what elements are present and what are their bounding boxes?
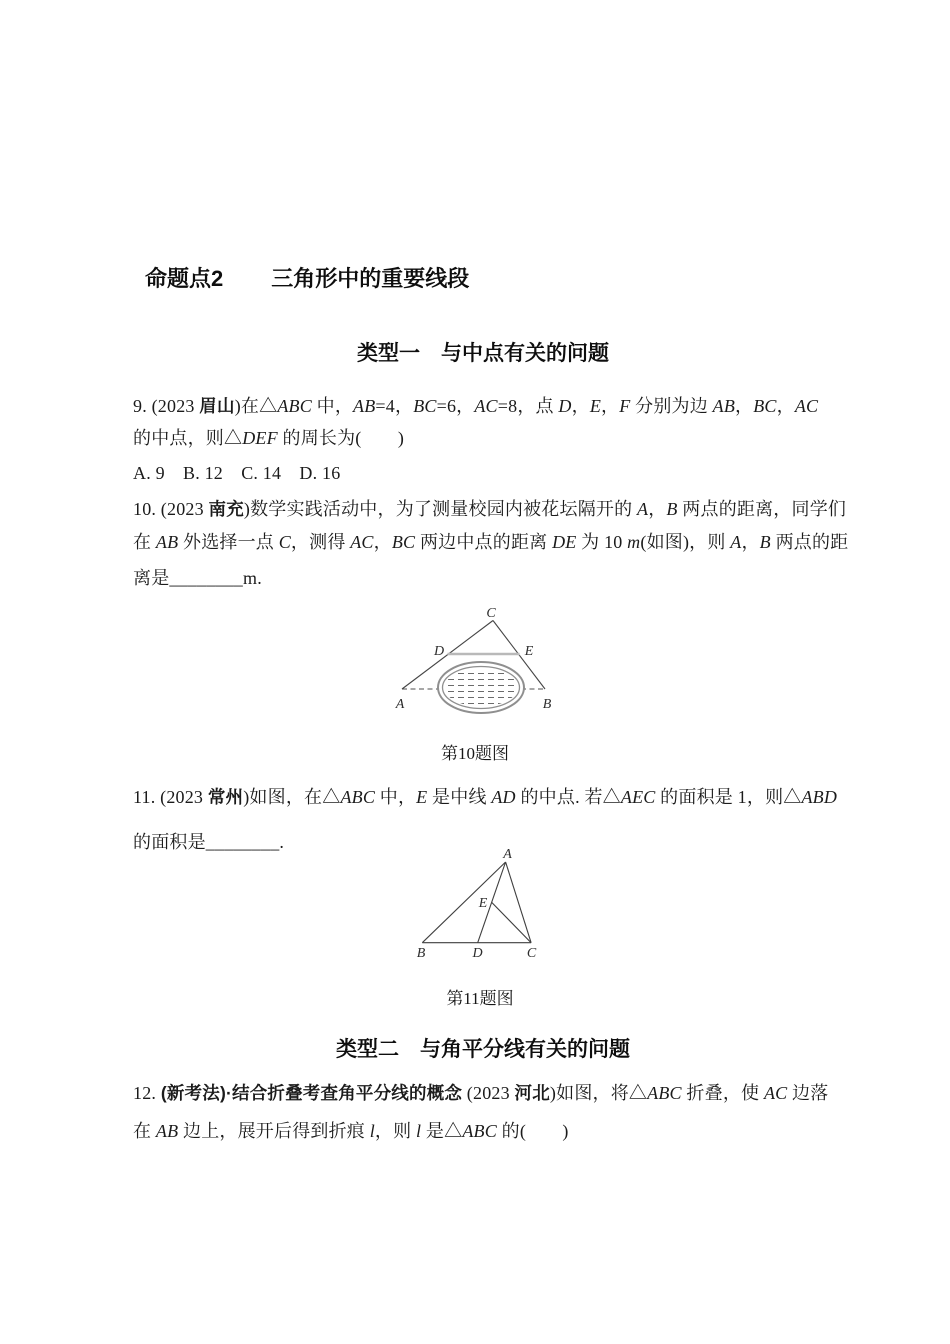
section-heading-title: 三角形中的重要线段 <box>271 266 470 291</box>
section-heading-label: 命题点2 <box>145 266 224 291</box>
question-12-line-2: 在 AB 边上，展开后得到折痕 l，则 l 是△ABC 的( ) <box>133 1121 569 1141</box>
vertex-label-a: A <box>503 847 512 862</box>
side-ac <box>506 862 531 943</box>
vertex-label-a: A <box>395 697 405 712</box>
vertex-label-d: D <box>433 644 445 659</box>
vertex-label-e: E <box>524 644 534 659</box>
side-ab <box>422 862 505 943</box>
section-heading <box>145 266 469 292</box>
type1-heading: 类型一 与中点有关的问题 <box>357 342 609 365</box>
vertex-label-c: C <box>486 606 496 621</box>
figure-q10-triangle-diagram <box>390 598 560 718</box>
flower-bed-ellipse-outer <box>438 662 524 713</box>
type2-heading: 类型二 与角平分线有关的问题 <box>336 1038 630 1061</box>
vertex-label-c: C <box>526 946 537 961</box>
question-11-line-1: 11. (2023 常州)如图，在△ABC 中，E 是中线 AD 的中点. 若△AEC 的面积是 1，则△ABD <box>133 787 838 807</box>
figure-caption-q10: 第10题图 <box>441 744 509 763</box>
figure-q11-triangle-diagram <box>405 845 555 965</box>
vertex-label-d: D <box>472 946 483 961</box>
question-10-line-1: 10. (2023 南充)数学实践活动中，为了测量校园内被花坛隔开的 A，B 两点的距离，同学们 <box>133 499 847 519</box>
question-9-line-1: 9. (2023 眉山)在△ABC 中，AB=4，BC=6，AC=8，点 D，E，F 分别为边 AB，BC，AC <box>133 396 819 416</box>
question-12-line-1: 12. (新考法)·结合折叠考查角平分线的概念 (2023 河北)如图，将△ABC 折叠，使 AC 边落 <box>133 1083 829 1103</box>
vertex-label-b: B <box>542 697 552 712</box>
question-10-line-2: 在 AB 外选择一点 C，测得 AC，BC 两边中点的距离 DE 为 10 m(如图)，则 A，B 两点的距 <box>133 532 849 552</box>
figure-caption-q11: 第11题图 <box>446 989 514 1008</box>
question-9-options: A. 9 B. 12 C. 14 D. 16 <box>133 463 341 483</box>
question-11-line-2: 的面积是________. <box>133 832 285 852</box>
question-10-line-3: 离是________m. <box>133 568 262 588</box>
question-9-line-2: 的中点，则△DEF 的周长为( ) <box>133 428 405 448</box>
vertex-label-b: B <box>416 946 426 961</box>
vertex-label-e: E <box>478 896 488 911</box>
